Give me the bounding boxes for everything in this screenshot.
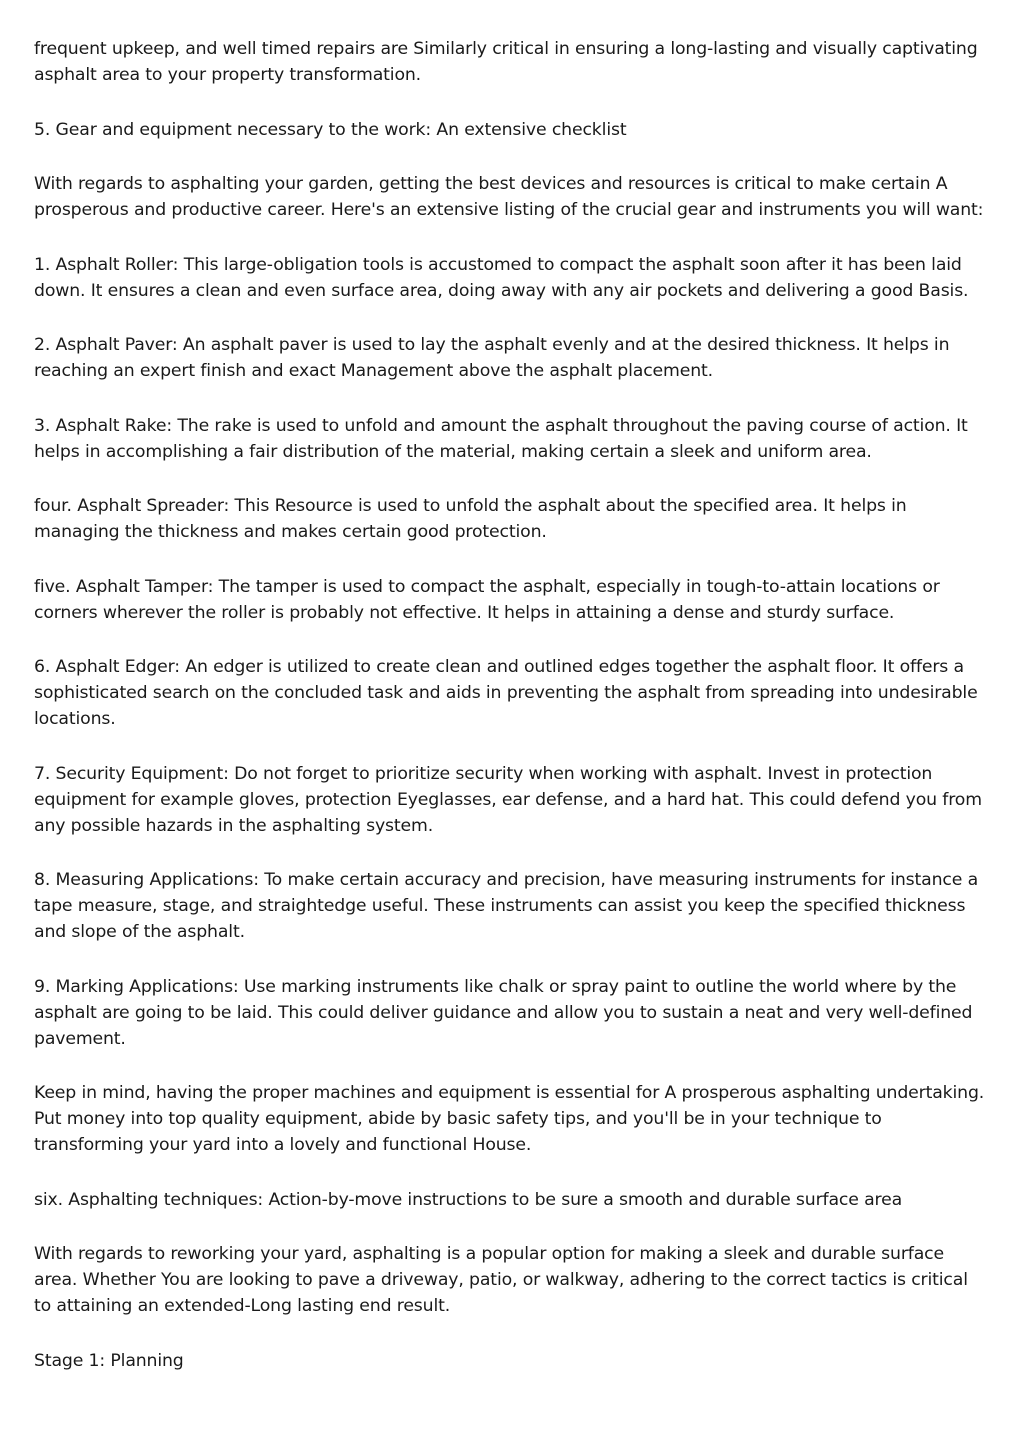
paragraph-gear-intro: With regards to asphalting your garden, getting the best devices and resources is critical to make certain A prosperous and productive career. Here's an extensive listing of the crucial gear and instruments you will want:: [34, 174, 984, 220]
paragraph-keep-in-mind: Keep in mind, having the proper machines and equipment is essential for A prosperous asphalting undertaking. Put money into top quality equipment, abide by basic safety tips, and you'll be in your technique to transforming your yard into a lovely and functional House.: [34, 1083, 985, 1155]
list-item-asphalt-paver: 2. Asphalt Paver: An asphalt paver is used to lay the asphalt evenly and at the desired thickness. It helps in reaching an expert finish and exact Management above the asphalt placement.: [34, 335, 950, 381]
list-item-measuring-applications: 8. Measuring Applications: To make certain accuracy and precision, have measuring instruments for instance a tape measure, stage, and straightedge useful. These instruments can assist you keep the specified thickness and slope of the asphalt.: [34, 870, 979, 942]
list-item-asphalt-rake: 3. Asphalt Rake: The rake is used to unfold and amount the asphalt throughout the paving course of action. It helps in accomplishing a fair distribution of the material, making certain a sleek and uniform area.: [34, 415, 968, 462]
section-heading-techniques: six. Asphalting techniques: Action-by-move instructions to be sure a smooth and durable surface area: [34, 1189, 903, 1210]
list-item-security-equipment: 7. Security Equipment: Do not forget to prioritize security when working with asphalt. Invest in protection equipment for example gloves, protection Eyeglasses, ear defense, and a hard hat. This could defend you from any possible hazards in the asphalting system.: [34, 763, 982, 836]
paragraph-upkeep: frequent upkeep, and well timed repairs are Similarly critical in ensuring a long-lasting and visually captivating asphalt area to your property transformation.: [34, 39, 978, 85]
list-item-asphalt-spreader: four. Asphalt Spreader: This Resource is used to unfold the asphalt about the specified area. It helps in managing the thickness and makes certain good protection.: [34, 496, 907, 542]
list-item-asphalt-tamper: five. Asphalt Tamper: The tamper is used to compact the asphalt, especially in tough-to-attain locations or corners wherever the roller is probably not effective. It helps in attaining a dense and sturdy surface.: [34, 576, 940, 623]
list-item-asphalt-edger: 6. Asphalt Edger: An edger is utilized to create clean and outlined edges together the asphalt floor. It offers a sophisticated search on the concluded task and aids in preventing the asphalt from spreading into undesirable locations.: [34, 657, 978, 729]
list-item-asphalt-roller: 1. Asphalt Roller: This large-obligation tools is accustomed to compact the asphalt soon after it has been laid down. It ensures a clean and even surface area, doing away with any air pockets and delivering a good Basis.: [34, 254, 969, 301]
paragraph-reworking-yard: With regards to reworking your yard, asphalting is a popular option for making a sleek and durable surface area. Whether You are looking to pave a driveway, patio, or walkway, adhering to the correct tactics is critical to attaining an extended-Long lasting end result.: [34, 1244, 968, 1316]
stage-heading-planning: Stage 1: Planning: [34, 1350, 184, 1371]
section-heading-gear: 5. Gear and equipment necessary to the work: An extensive checklist: [34, 119, 627, 140]
list-item-marking-applications: 9. Marking Applications: Use marking instruments like chalk or spray paint to outline the world where by the asphalt are going to be laid. This could deliver guidance and allow you to sustain a neat and very well-defined pavement.: [34, 976, 973, 1049]
